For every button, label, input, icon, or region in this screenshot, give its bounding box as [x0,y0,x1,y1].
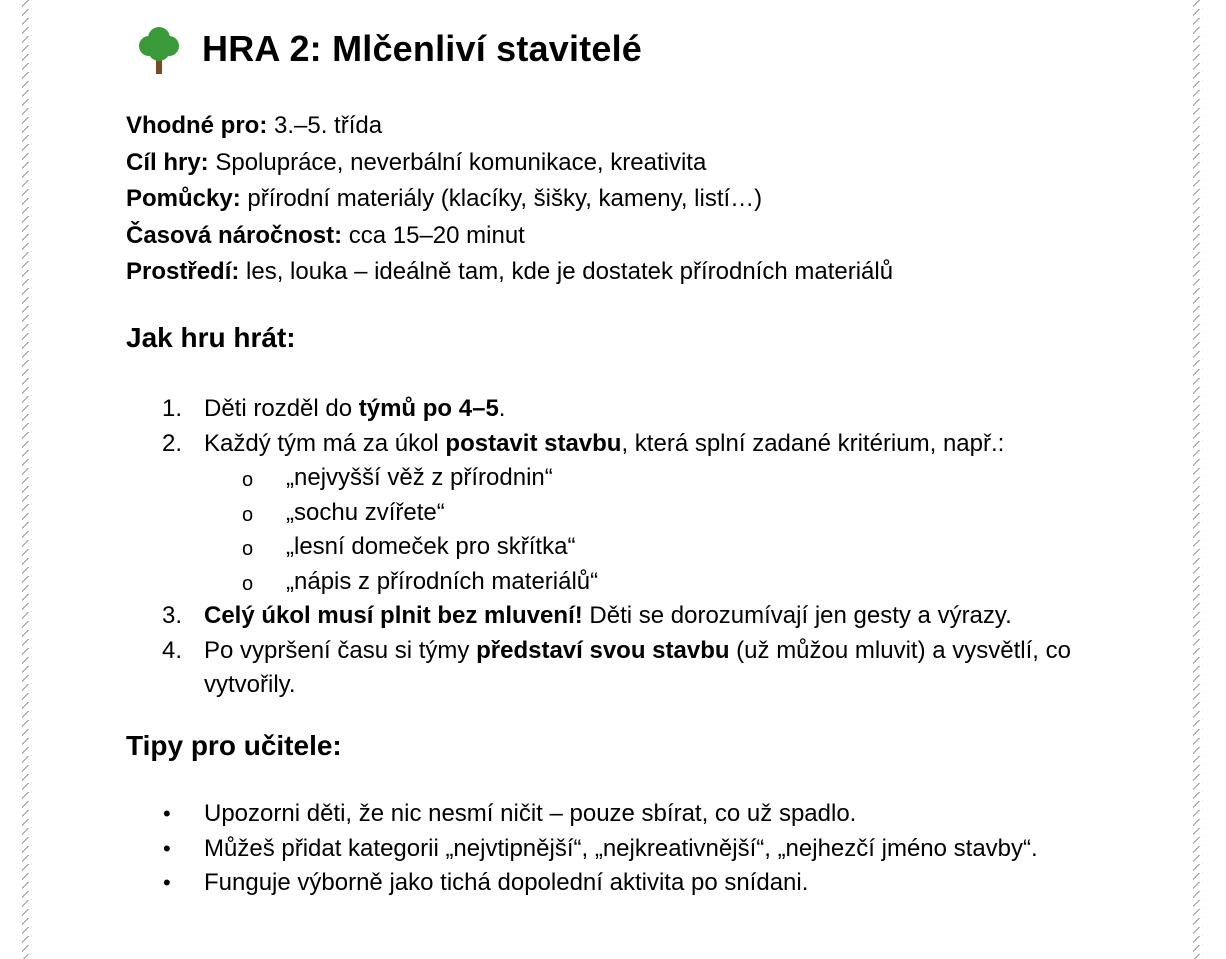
step-number: 3. [162,602,183,629]
step-item [0,427,1104,600]
step-text: Děti rozděl do [204,395,359,422]
info-materials [126,181,893,218]
step-text: . [498,395,506,422]
bullet-icon: • [163,870,171,895]
title-row [136,24,642,74]
step-item [0,392,1104,427]
page-title: HRA 2: Mlčenliví stavitelé [202,28,643,69]
step-bold-text: Celý úkol musí plnit bez mluvení! [204,602,583,629]
bullet-icon: • [163,801,171,826]
step-text: Každý tým má za úkol [204,429,446,457]
game-info [126,108,893,291]
step-item [0,599,1104,634]
example-item [204,461,1104,496]
step-number: 2. [162,429,183,457]
tip-item [0,797,1064,832]
info-environment [126,254,893,291]
info-label: Časová náročnost: [126,221,343,249]
step-number: 1. [162,395,183,422]
tip-text: Upozorni děti, že nic nesmí ničit – pouze sbírat, co už spadlo. [204,800,857,827]
how-to-play-heading: Jak hru hrát: [126,322,296,353]
examples-list [204,461,1104,599]
info-value: cca 15–20 minut [342,221,525,249]
example-text: „nápis z přírodních materiálů“ [286,567,599,595]
example-text: „lesní domeček pro skřítka“ [286,533,576,560]
step-text: Po vypršení času si týmy [204,636,477,664]
info-suitable-for [126,108,893,145]
example-text: „sochu zvířete“ [286,498,445,526]
step-text: (už můžou mluvit) a vysvětlí, co vytvořily. [204,636,1071,698]
tip-item [0,832,1064,867]
tips-list [0,797,1226,901]
step-text: Děti se dorozumívají jen gesty a výrazy. [582,602,1012,629]
example-text: „nejvyšší věž z přírodnin“ [286,464,553,491]
example-item [204,496,1104,531]
circle-bullet-icon: o [242,538,254,560]
tips-heading: Tipy pro učitele: [126,730,342,761]
circle-bullet-icon: o [242,503,254,526]
example-item [204,565,1104,600]
info-goal [126,145,893,182]
step-number: 4. [162,636,183,664]
info-label: Vhodné pro: [126,112,268,139]
tip-text: Můžeš přidat kategorii „nejvtipnější“, „nejkreativnější“, „nejhezčí jméno stavby“. [204,834,1038,862]
example-item [204,530,1104,565]
info-label: Pomůcky: [126,185,241,212]
step-bold-text: týmů po 4–5 [358,395,499,422]
tip-text: Funguje výborně jako tichá dopolední aktivita po snídani. [204,869,809,896]
info-value: přírodní materiály (klacíky, šišky, kameny, listí…) [240,185,763,212]
info-value: les, louka – ideálně tam, kde je dostatek přírodních materiálů [239,258,894,285]
step-item [0,634,1104,703]
tip-item [0,866,1064,901]
step-bold-text: představí svou stavbu [476,636,730,664]
circle-bullet-icon: o [242,572,254,595]
circle-bullet-icon: o [242,469,254,491]
bullet-icon: • [163,835,171,861]
steps-list [0,392,1226,703]
info-label: Cíl hry: [126,148,209,176]
info-value: 3.–5. třída [267,112,383,139]
info-label: Prostředí: [126,258,240,285]
step-text: , která splní zadané kritérium, např.: [621,429,1005,457]
tree-icon [136,24,182,74]
step-bold-text: postavit stavbu [445,429,622,457]
info-value: Spolupráce, neverbální komunikace, kreativita [208,148,707,176]
info-duration [126,218,893,255]
